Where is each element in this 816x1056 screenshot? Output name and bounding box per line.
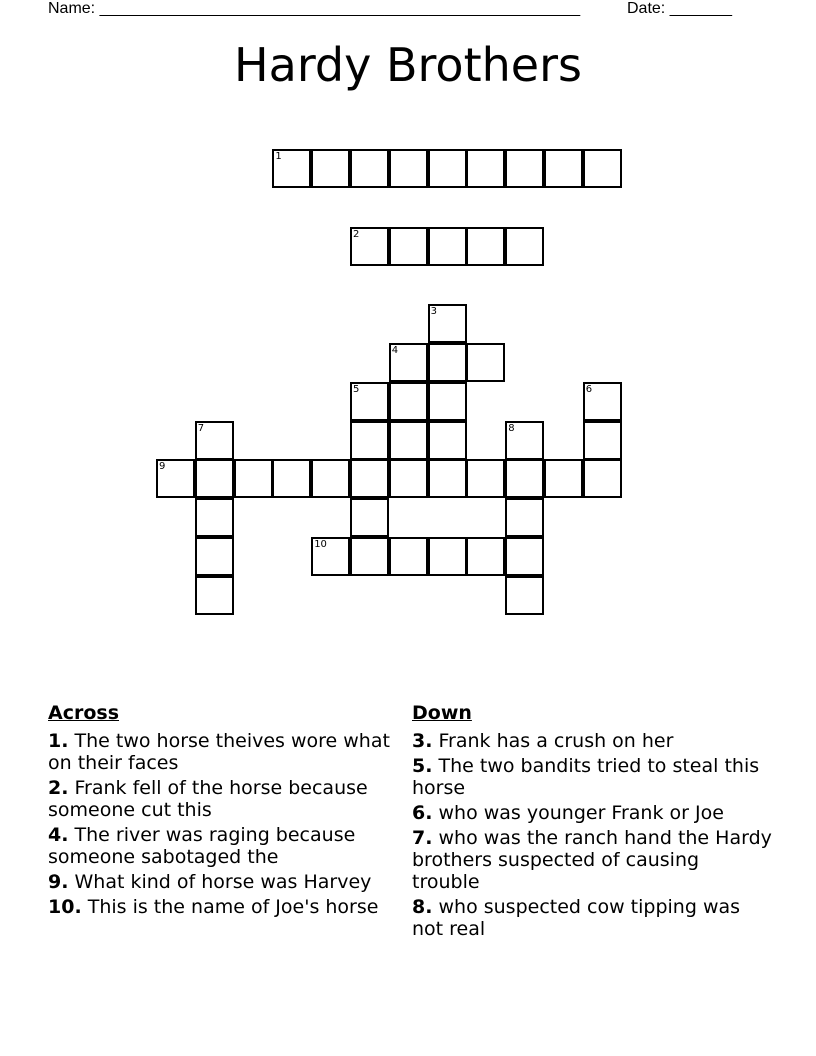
across-clue [48, 730, 398, 774]
grid-cell[interactable] [350, 382, 389, 421]
grid-cell[interactable] [389, 149, 428, 188]
cell-number: 8 [508, 422, 515, 434]
grid-cell[interactable] [428, 421, 467, 460]
page-header [0, 0, 816, 20]
cell-number: 1 [275, 151, 282, 162]
grid-cell[interactable] [195, 537, 234, 576]
clue-number: 2. [48, 777, 69, 799]
down-clue [412, 896, 772, 940]
cell-number: 5 [353, 383, 360, 395]
clue-text: This is the name of Joe's horse [87, 896, 379, 918]
grid-cell[interactable] [389, 459, 428, 498]
grid-cell[interactable] [505, 576, 544, 615]
grid-cell[interactable] [428, 537, 467, 576]
grid-cell[interactable] [311, 459, 350, 498]
cell-number: 7 [197, 422, 205, 434]
grid-cell[interactable] [583, 382, 622, 421]
across-clues [48, 702, 398, 921]
grid-cell[interactable] [428, 304, 467, 343]
clue-text: who suspected cow tipping was not real [412, 896, 741, 940]
clue-number: 6. [412, 802, 433, 824]
grid-cell[interactable] [428, 149, 467, 188]
clue-text: The two horse theives wore what on their faces [48, 730, 390, 774]
grid-cell[interactable] [505, 421, 544, 460]
grid-cell[interactable] [350, 498, 389, 537]
grid-cell[interactable] [428, 382, 467, 421]
grid-cell[interactable] [350, 227, 389, 266]
clue-text: who was the ranch hand the Hardy brothers suspected of causing trouble [412, 827, 772, 893]
across-clue [48, 824, 398, 868]
grid-cell[interactable] [195, 498, 234, 537]
across-clue [48, 871, 398, 893]
clue-text: who was younger Frank or Joe [438, 802, 724, 824]
grid-cell[interactable] [583, 459, 622, 498]
grid-cell[interactable] [466, 459, 505, 498]
across-heading: Across [48, 702, 120, 724]
clue-text: Frank fell of the horse because someone cut this [48, 777, 368, 821]
grid-cell[interactable] [389, 227, 428, 266]
grid-cell[interactable] [583, 421, 622, 460]
grid-cell[interactable] [505, 498, 544, 537]
grid-cell[interactable] [350, 149, 389, 188]
grid-cell[interactable] [272, 149, 311, 188]
grid-cell[interactable] [505, 149, 544, 188]
grid-cell[interactable] [466, 537, 505, 576]
grid-cell[interactable] [311, 149, 350, 188]
grid-cell[interactable] [505, 459, 544, 498]
cell-number: 3 [430, 306, 437, 318]
cell-number: 2 [353, 228, 360, 240]
grid-cell[interactable] [389, 537, 428, 576]
grid-cell[interactable] [350, 421, 389, 460]
clue-text: Frank has a crush on her [438, 730, 674, 752]
grid-cell[interactable] [505, 537, 544, 576]
date-field[interactable]: Date: _______ [627, 0, 732, 17]
clue-number: 4. [48, 824, 69, 846]
grid-cell[interactable] [389, 382, 428, 421]
across-clue [48, 777, 398, 821]
grid-cell[interactable] [428, 227, 467, 266]
grid-cell[interactable] [544, 459, 583, 498]
cell-number: 6 [585, 383, 593, 395]
clue-number: 8. [412, 896, 433, 918]
cell-number: 9 [159, 461, 166, 473]
clue-text: The river was raging because someone sabotaged the [48, 824, 356, 868]
down-clue [412, 730, 772, 752]
grid-cell[interactable] [195, 459, 234, 498]
clue-text: What kind of horse was Harvey [74, 871, 372, 893]
grid-cell[interactable] [389, 343, 428, 382]
down-clue [412, 802, 772, 824]
grid-cell[interactable] [466, 227, 505, 266]
clue-number: 7. [412, 827, 433, 849]
grid-cell[interactable] [195, 421, 234, 460]
clue-text: The two bandits tried to steal this horse [412, 755, 760, 799]
grid-cell[interactable] [350, 537, 389, 576]
grid-cell[interactable] [311, 537, 350, 576]
down-heading: Down [412, 702, 472, 724]
across-clue [48, 896, 398, 918]
down-clue [412, 755, 772, 799]
name-field[interactable]: Name: ______________________________________________________ [48, 0, 581, 17]
cell-number: 10 [314, 539, 327, 550]
down-clues [412, 702, 772, 943]
cell-number: 4 [391, 345, 399, 356]
grid-cell[interactable] [156, 459, 195, 498]
grid-cell[interactable] [505, 227, 544, 266]
grid-cell[interactable] [466, 149, 505, 188]
grid-cell[interactable] [466, 343, 505, 382]
puzzle-title: Hardy Brothers [234, 38, 582, 92]
grid-cell[interactable] [234, 459, 273, 498]
grid-cell[interactable] [544, 149, 583, 188]
clue-number: 3. [412, 730, 433, 752]
grid-cell[interactable] [350, 459, 389, 498]
down-clue [412, 827, 772, 893]
grid-cell[interactable] [583, 149, 622, 188]
clue-number: 1. [48, 730, 69, 752]
grid-cell[interactable] [195, 576, 234, 615]
clue-number: 9. [48, 871, 69, 893]
grid-cell[interactable] [272, 459, 311, 498]
grid-cell[interactable] [428, 459, 467, 498]
grid-cell[interactable] [428, 343, 467, 382]
clue-number: 10. [48, 896, 82, 918]
grid-cell[interactable] [389, 421, 428, 460]
clue-number: 5. [412, 755, 433, 777]
